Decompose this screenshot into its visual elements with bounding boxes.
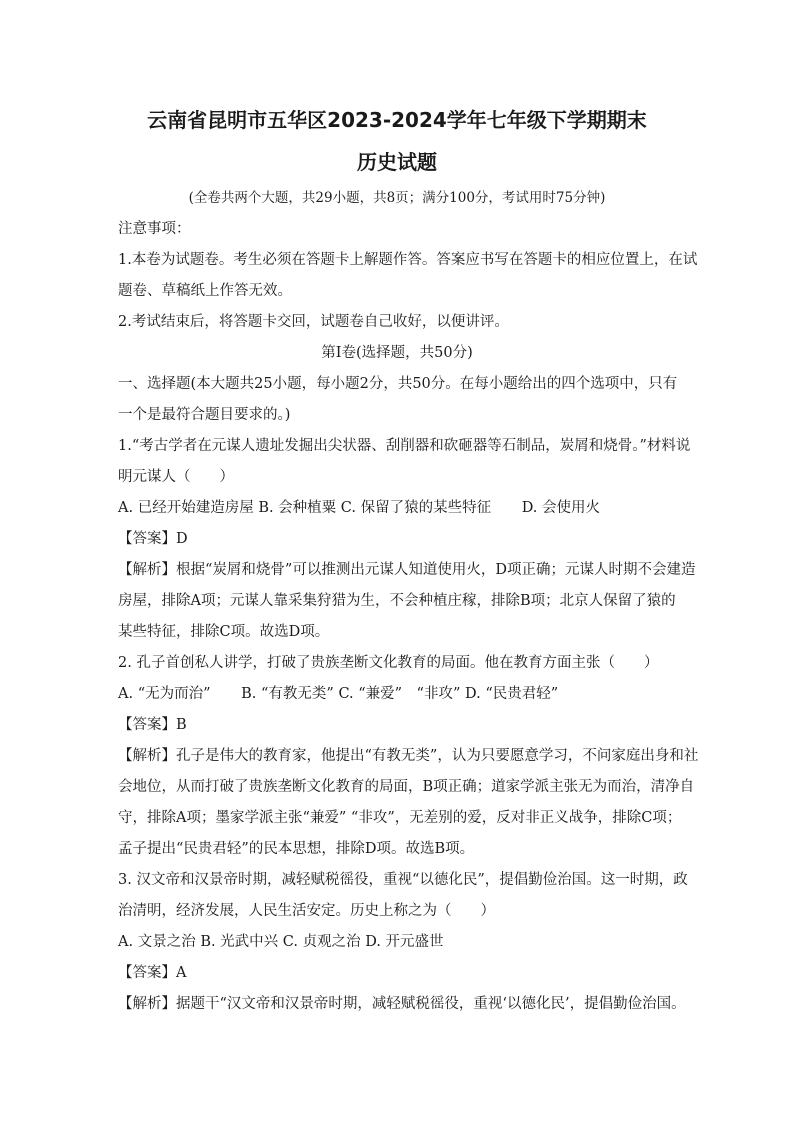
- question-3-stem-line-1: 3. 汉文帝和汉景帝时期，减轻赋税徭役，重视“以德化民”，提倡勤俭治国。这一时期，政: [118, 872, 688, 888]
- exam-title: 云南省昆明市五华区2023-2024学年七年级下学期期末: [147, 108, 647, 132]
- question-2-analysis-line-2: 会地位，从而打破了贵族垄断文化教育的局面，B项正确；道家学派主张无为而治，清净自: [118, 779, 695, 795]
- notice-item-2: 2.考试结束后，将答题卡交回，试题卷自己收好，以便讲评。: [118, 314, 509, 330]
- question-1-option-d: D. 会使用火: [521, 500, 601, 516]
- exam-info: (全卷共两个大题，共29小题，共8页；满分100分，考试用时75分钟): [188, 190, 606, 206]
- question-3-answer: 【答案】A: [118, 965, 187, 981]
- notice-item-1-line-1: 1.本卷为试题卷。考生必须在答题卡上解题作答。答案应书写在答题卡的相应位置上，在试: [118, 252, 698, 268]
- section-heading-line-1: 一、选择题(本大题共25小题，每小题2分，共50分。在每小题给出的四个选项中，只有: [118, 376, 678, 392]
- question-2-stem: 2. 孔子首创私人讲学，打破了贵族垄断文化教育的局面。他在教育方面主张（ ）: [118, 655, 659, 671]
- question-2-options: [118, 684, 558, 704]
- question-3-option-b: B. 光武中兴: [200, 934, 279, 950]
- question-1-option-c: C. 保留了猿的某些特征: [340, 500, 492, 516]
- question-1-analysis-line-3: 某些特征，排除C项。故选D项。: [118, 624, 330, 640]
- question-2-analysis-line-3: 守，排除A项；墨家学派主张“兼爱” “非攻”，无差别的爱，反对非正义战争，排除C项；: [118, 810, 682, 826]
- question-1-stem-line-1: 1.“考古学者在元谋人遗址发掘出尖状器、刮削器和砍砸器等石制品，炭屑和烧骨。”材料说: [118, 438, 691, 454]
- section-title: 第Ⅰ卷(选择题，共50分): [321, 345, 473, 361]
- question-2-option-c: C. “兼爱” “非攻”: [338, 686, 461, 702]
- question-3-stem-line-2: 治清明，经济发展，人民生活安定。历史上称之为（ ）: [118, 903, 495, 919]
- question-1-answer: 【答案】D: [118, 531, 188, 547]
- question-2-option-b: B. “有教无类”: [241, 686, 334, 702]
- question-2-option-d: D. “民贵君轻”: [465, 686, 559, 702]
- section-heading-line-2: 一个是最符合题目要求的。): [118, 407, 291, 423]
- question-2-answer: 【答案】B: [118, 717, 187, 733]
- notice-item-1-line-2: 题卷、草稿纸上作答无效。: [118, 283, 292, 299]
- question-3-option-d: D. 开元盛世: [365, 934, 444, 950]
- question-2-analysis-line-1: 【解析】孔子是伟大的教育家，他提出“有教无类”，认为只要愿意学习，不问家庭出身和社: [118, 748, 699, 764]
- question-1-option-b: B. 会种植粟: [258, 500, 337, 516]
- question-1-options: [118, 498, 600, 518]
- question-3-option-a: A. 文景之治: [118, 934, 196, 950]
- question-1-analysis-line-2: 房屋，排除A项；元谋人靠采集狩猎为生，不会种植庄稼，排除B项；北京人保留了猿的: [118, 593, 676, 609]
- question-3-analysis-line-1: 【解析】据题干“汉文帝和汉景帝时期，减轻赋税徭役，重视‘以德化民’，提倡勤俭治国。: [118, 996, 686, 1012]
- notice-heading: 注意事项：: [118, 221, 191, 237]
- question-3-options: [118, 932, 444, 952]
- question-1-stem-line-2: 明元谋人（ ）: [118, 469, 234, 485]
- question-1-analysis-line-1: 【解析】根据“炭屑和烧骨”可以推测出元谋人知道使用火，D项正确；元谋人时期不会建造: [118, 562, 696, 578]
- question-3-option-c: C. 贞观之治: [282, 934, 361, 950]
- exam-subject-title: 历史试题: [357, 150, 437, 174]
- question-2-option-a: A. “无为而治”: [118, 686, 211, 702]
- question-1-option-a: A. 已经开始建造房屋: [118, 500, 254, 516]
- question-2-analysis-line-4: 孟子提出“民贵君轻”的民本思想，排除D项。故选B项。: [118, 841, 475, 857]
